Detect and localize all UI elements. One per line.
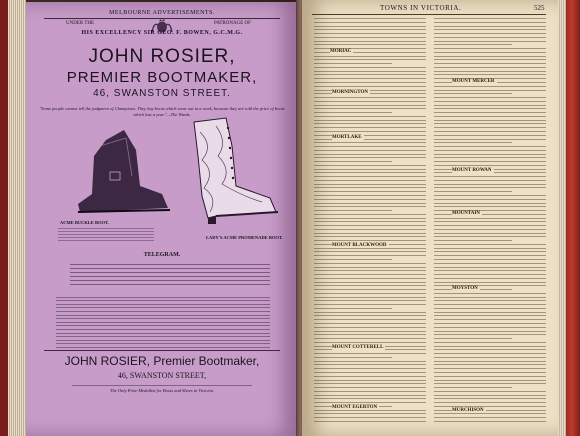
text-line	[314, 74, 426, 75]
entry-heading: MOUNT BLACKWOOD	[332, 243, 387, 248]
text-line	[314, 131, 426, 132]
text-line	[314, 267, 426, 268]
text-line	[434, 105, 546, 106]
page-edges-right	[558, 0, 566, 436]
right-running-head: TOWNS IN VICTORIA.	[380, 4, 462, 12]
text-line	[314, 165, 426, 166]
text-line	[314, 342, 426, 343]
text-line	[434, 353, 546, 354]
text-line	[434, 18, 546, 19]
text-line	[314, 221, 426, 222]
text-line	[434, 278, 546, 279]
patronage-left: UNDER THE	[66, 21, 95, 26]
text-line	[314, 214, 426, 215]
business-trade: PREMIER BOOTMAKER,	[66, 69, 258, 86]
text-line	[434, 161, 546, 162]
text-line	[434, 101, 546, 102]
text-line	[434, 26, 546, 27]
text-line	[314, 304, 426, 305]
text-line	[434, 165, 546, 166]
text-line	[314, 139, 426, 140]
text-line	[434, 421, 546, 422]
text-line	[314, 195, 426, 196]
text-line	[314, 300, 426, 301]
text-line	[434, 293, 546, 294]
text-line	[434, 142, 512, 143]
footer-medal-line: The Only Prize Medallist for Boots and Shoes in Victoria.	[110, 388, 214, 393]
text-line	[314, 127, 426, 128]
text-line	[434, 368, 546, 369]
footer-rule	[44, 350, 280, 351]
text-line	[314, 33, 426, 34]
text-line	[434, 346, 546, 347]
text-line	[434, 267, 546, 268]
text-line	[314, 236, 426, 237]
text-line	[314, 308, 392, 309]
text-line	[434, 413, 546, 414]
boot-illustrations	[66, 116, 286, 228]
entry-heading: MOUNT COTTERELL	[332, 345, 384, 350]
text-line	[434, 236, 546, 237]
text-line	[434, 270, 546, 271]
text-line	[434, 41, 546, 42]
header-rule-right	[312, 14, 546, 15]
text-line	[314, 180, 426, 181]
entry-heading: MORNINGTON	[332, 90, 369, 95]
text-line	[434, 48, 546, 49]
text-line	[434, 282, 546, 283]
text-line	[434, 108, 546, 109]
text-line	[314, 380, 426, 381]
text-line	[314, 218, 426, 219]
text-line	[434, 71, 546, 72]
text-line	[314, 251, 426, 252]
telegram-text	[70, 261, 270, 288]
text-line	[434, 33, 546, 34]
text-line	[434, 285, 546, 286]
telegram-heading: TELEGRAM.	[143, 252, 181, 258]
text-line	[314, 402, 426, 403]
book-cover-right	[566, 0, 580, 436]
text-line	[314, 71, 426, 72]
text-line	[434, 380, 546, 381]
entry-heading: MOUNT MERCER	[452, 79, 495, 84]
text-line	[314, 67, 426, 68]
text-line	[314, 289, 426, 290]
buckle-boot-description	[58, 226, 154, 243]
text-line	[314, 376, 426, 377]
text-line	[434, 116, 546, 117]
text-line	[314, 319, 426, 320]
text-line	[434, 120, 546, 121]
footer-address: 46, SWANSTON STREET,	[117, 371, 207, 380]
text-line	[434, 263, 546, 264]
text-line	[314, 364, 426, 365]
text-line	[434, 93, 512, 94]
text-line	[434, 90, 546, 91]
text-line	[434, 327, 546, 328]
text-line	[314, 108, 426, 109]
text-line	[434, 218, 546, 219]
text-line	[314, 361, 426, 362]
text-line	[434, 319, 546, 320]
text-line	[314, 150, 426, 151]
text-line	[434, 203, 546, 204]
patron-excellency: HIS EXCELLENCY SIR GEO. F. BOWEN, G.C.M.G.	[81, 30, 243, 36]
text-line	[314, 59, 426, 60]
text-line	[314, 78, 426, 79]
entry-heading: MOYSTON	[452, 286, 478, 291]
entry-heading: MORTLAKE	[332, 135, 362, 140]
text-line	[314, 44, 426, 45]
text-line	[434, 331, 546, 332]
text-line	[434, 52, 546, 53]
text-line	[434, 29, 546, 30]
text-line	[314, 327, 426, 328]
text-line	[314, 274, 426, 275]
text-line	[434, 67, 546, 68]
text-line	[314, 37, 426, 38]
text-line	[434, 274, 546, 275]
patronage-right: PATRONAGE OF	[214, 21, 251, 26]
text-line	[434, 123, 546, 124]
text-line	[314, 293, 426, 294]
text-line	[314, 334, 426, 335]
text-line	[434, 342, 546, 343]
text-line	[314, 285, 426, 286]
text-line	[314, 18, 426, 19]
text-line	[434, 157, 546, 158]
caption-buckle-boot: ACME BUCKLE BOOT.	[60, 220, 109, 225]
text-line	[434, 304, 546, 305]
text-line	[434, 402, 546, 403]
text-line	[314, 395, 426, 396]
text-line	[314, 123, 426, 124]
text-line	[314, 323, 426, 324]
text-line	[314, 368, 426, 369]
text-line	[314, 263, 426, 264]
entry-heading: MOUNT ROWAN	[452, 168, 492, 173]
text-line	[434, 210, 546, 211]
text-line	[314, 372, 426, 373]
text-line	[434, 176, 546, 177]
text-line	[314, 172, 426, 173]
text-line	[314, 184, 426, 185]
gazetteer-page	[302, 0, 558, 436]
text-line	[434, 312, 546, 313]
entry-heading: MOUNT EGERTON	[332, 405, 378, 410]
text-line	[434, 206, 546, 207]
text-line	[434, 59, 546, 60]
text-line	[434, 225, 546, 226]
buckle-boot-illustration	[78, 130, 170, 212]
text-line	[314, 56, 426, 57]
text-line	[434, 127, 546, 128]
text-line	[434, 387, 512, 388]
text-line	[434, 37, 546, 38]
text-line	[314, 259, 392, 260]
text-line	[434, 195, 546, 196]
text-line	[434, 139, 546, 140]
text-line	[314, 206, 426, 207]
text-line	[314, 41, 426, 42]
text-line	[314, 112, 392, 113]
text-line	[434, 259, 546, 260]
text-line	[434, 308, 546, 309]
text-line	[434, 251, 546, 252]
text-line	[314, 417, 426, 418]
text-line	[434, 44, 512, 45]
text-line	[434, 361, 546, 362]
page-number: 525	[534, 4, 545, 12]
text-line	[314, 398, 426, 399]
text-line	[314, 176, 426, 177]
text-line	[314, 229, 426, 230]
text-line	[434, 297, 546, 298]
entry-heading: MURCHISON	[452, 408, 484, 413]
text-line	[434, 240, 512, 241]
text-line	[314, 338, 426, 339]
text-line	[314, 82, 426, 83]
text-line	[314, 270, 426, 271]
text-line	[434, 349, 546, 350]
text-line	[434, 112, 546, 113]
text-line	[314, 63, 392, 64]
text-line	[434, 63, 546, 64]
text-line	[434, 150, 546, 151]
text-line	[314, 101, 426, 102]
text-line	[314, 225, 426, 226]
text-line	[434, 184, 546, 185]
text-line	[434, 376, 546, 377]
text-line	[434, 372, 546, 373]
text-line	[314, 353, 426, 354]
text-line	[434, 244, 546, 245]
advertisement-page	[26, 2, 298, 436]
text-line	[314, 391, 426, 392]
text-line	[314, 255, 426, 256]
text-line	[434, 154, 546, 155]
text-line	[434, 315, 546, 316]
text-line	[314, 383, 426, 384]
text-line	[314, 187, 426, 188]
text-line	[314, 240, 426, 241]
business-address: 46, SWANSTON STREET.	[93, 88, 231, 99]
text-line	[314, 105, 426, 106]
text-line	[314, 312, 426, 313]
text-line	[434, 391, 546, 392]
text-line	[434, 248, 546, 249]
text-line	[434, 135, 546, 136]
advert-quote: "Some people cannot tell the judgment of Champions. They buy boots which wear out in a week, because they are told the price of boots which last a year."—The Wards.	[39, 106, 285, 117]
book-cover-left	[0, 0, 8, 436]
text-line	[434, 410, 546, 411]
text-line	[434, 406, 546, 407]
text-line	[314, 210, 392, 211]
text-line	[314, 421, 426, 422]
text-column-left	[314, 18, 426, 425]
footer-business-name: JOHN ROSIER, Premier Bootmaker,	[64, 354, 260, 368]
text-line	[434, 229, 546, 230]
promenade-boot-illustration	[194, 118, 278, 224]
text-line	[434, 383, 546, 384]
text-line	[314, 161, 392, 162]
text-line	[314, 357, 392, 358]
caption-promenade-boot: LADY'S ACME PROMENADE BOOT.	[206, 235, 283, 240]
entry-heading: MOUNTAIN	[452, 211, 480, 216]
text-line	[314, 154, 426, 155]
text-line	[314, 315, 426, 316]
text-line	[314, 142, 426, 143]
text-line	[314, 97, 426, 98]
footer-small-print	[72, 385, 252, 386]
text-line	[314, 203, 426, 204]
text-line	[314, 86, 426, 87]
text-line	[434, 86, 546, 87]
text-line	[434, 334, 546, 335]
text-line	[314, 157, 426, 158]
text-line	[434, 180, 546, 181]
text-line	[434, 191, 512, 192]
text-line	[434, 323, 546, 324]
text-line	[314, 22, 426, 23]
text-line	[434, 131, 546, 132]
text-line	[434, 199, 546, 200]
text-line	[314, 387, 426, 388]
text-line	[314, 26, 426, 27]
text-line	[314, 29, 426, 30]
text-line	[434, 417, 546, 418]
text-line	[434, 74, 546, 75]
text-line	[314, 331, 426, 332]
text-line	[434, 357, 546, 358]
text-line	[314, 135, 426, 136]
text-line	[434, 97, 546, 98]
left-running-head: MELBOURNE ADVERTISEMENTS.	[109, 10, 215, 16]
text-line	[314, 413, 426, 414]
text-line	[434, 395, 546, 396]
text-line	[434, 22, 546, 23]
text-line	[314, 233, 426, 234]
entry-heading: MORIAC	[330, 49, 352, 54]
text-line	[314, 120, 426, 121]
text-line	[314, 146, 426, 147]
text-line	[434, 56, 546, 57]
advert-body-paragraph	[56, 294, 270, 351]
text-line	[314, 278, 426, 279]
text-line	[434, 146, 546, 147]
text-line	[434, 255, 546, 256]
text-line	[314, 199, 426, 200]
text-line	[434, 187, 546, 188]
text-line	[434, 338, 512, 339]
text-line	[434, 364, 546, 365]
business-name: JOHN ROSIER,	[88, 46, 236, 67]
text-line	[314, 191, 426, 192]
text-line	[314, 297, 426, 298]
text-line	[314, 116, 426, 117]
text-line	[434, 214, 546, 215]
text-line	[314, 282, 426, 283]
text-line	[314, 169, 426, 170]
text-line	[434, 233, 546, 234]
text-line	[434, 300, 546, 301]
text-line	[434, 398, 546, 399]
text-line	[434, 221, 546, 222]
